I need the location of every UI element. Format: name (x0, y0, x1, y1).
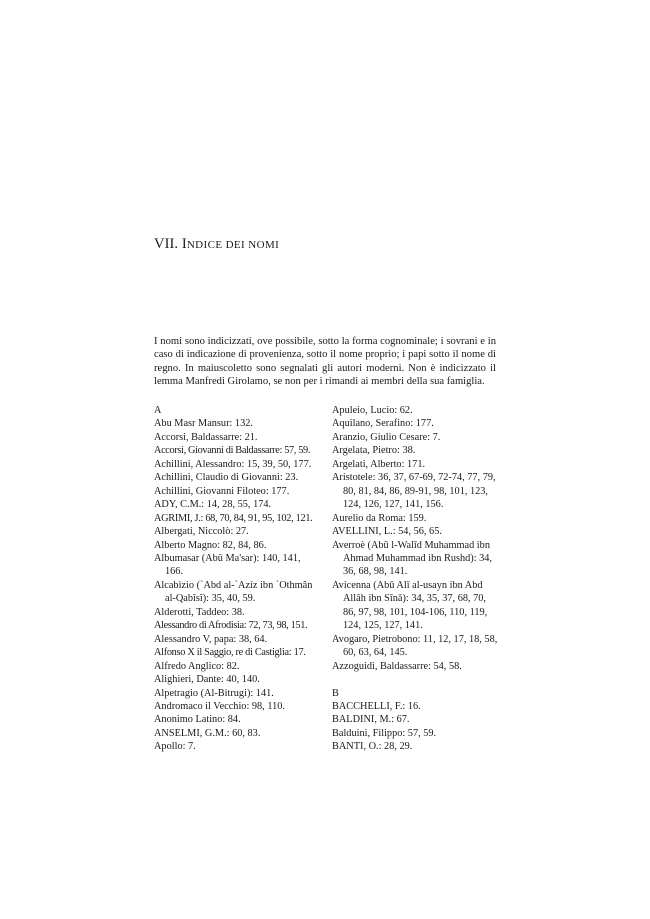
index-entry: Abu Masr Mansur: 132. (154, 418, 253, 430)
section-gap (332, 673, 500, 686)
index-entry: Achillini, Giovanni Filoteo: 177. (154, 485, 290, 497)
index-entry: Avicenna (Abū Alī al-usayn ibn Abd Allāh ibn Sīnā): 34, 35, 37, 68, 70, 86, 97, 98, 101, 104-106, 110, 119, 124, 125, 127, 141. (332, 579, 488, 632)
index-entry: Achillini, Claudio di Giovanni: 23. (154, 472, 299, 484)
index-entry: Achillini, Alessandro: 15, 39, 50, 177. (154, 458, 312, 470)
index-entry: BANTI, O.: 28, 29. (332, 741, 413, 753)
index-entry: Aquilano, Serafino: 177. (332, 418, 434, 430)
index-entry: Avogaro, Pietrobono: 11, 12, 17, 18, 58, 60, 63, 64, 145. (332, 633, 498, 659)
chapter-number: VII. (154, 236, 182, 252)
index-entry: Alcabizio (`Abd al-`Azíz ibn `Othmân al-Qabîsî): 35, 40, 59. (154, 579, 313, 605)
index-entry: Aurelio da Roma: 159. (332, 512, 427, 524)
index-column-left (154, 404, 318, 754)
index-entry: Alfredo Anglico: 82. (154, 660, 240, 672)
section-letter-b: B (332, 687, 339, 699)
index-entry: ANSELMI, G.M.: 60, 83. (154, 727, 261, 739)
intro-paragraph: I nomi sono indicizzati, ove possibile, sotto la forma cognominale; i sovrani e in caso di indicazione di provenienza, sotto il nome proprio; i papi sotto il nome di regno. In maiuscoletto sono segnalati gli autori moderni. Non è indicizzato il lemma Manfredi Girolamo, se non per i rimandi ai membri della sua famiglia. (154, 336, 496, 388)
index-entry: Accorsi, Giovanni di Baldassarre: 57, 59. (154, 445, 311, 457)
index-entry: Albumasar (Abû Ma'sar): 140, 141, 166. (154, 552, 301, 578)
index-entry: ADY, C.M.: 14, 28, 55, 174. (154, 499, 272, 511)
index-entry: Argelati, Alberto: 171. (332, 458, 426, 470)
index-entry: Argelata, Pietro: 38. (332, 445, 416, 457)
section-letter-a: A (154, 405, 162, 416)
index-entry: Aranzio, Giulio Cesare: 7. (332, 431, 441, 443)
index-entry: Averroè (Abū l-Walīd Muhammad ibn Ahmad Muhammad ibn Rushd): 34, 36, 68, 98, 141. (332, 539, 493, 578)
index-entry: Alderotti, Taddeo: 38. (154, 606, 245, 618)
index-entry: Alessandro V, papa: 38, 64. (154, 633, 268, 645)
index-entry: AGRIMI, J.: 68, 70, 84, 91, 95, 102, 121. (154, 512, 313, 524)
index-entry: Andromaco il Vecchio: 98, 110. (154, 700, 285, 712)
index-entry: Azzoguidi, Baldassarre: 54, 58. (332, 660, 462, 672)
index-entry: BACCHELLI, F.: 16. (332, 700, 421, 712)
chapter-title-rest: NDICE DEI NOMI (186, 239, 280, 251)
index-entry: Apollo: 7. (154, 741, 196, 753)
chapter-title (154, 236, 279, 253)
index-entry: Aristotele: 36, 37, 67-69, 72-74, 77, 79, 80, 81, 84, 86, 89-91, 98, 101, 123, 124, 126, 127, 141, 156. (332, 472, 496, 511)
index-entry: Balduini, Filippo: 57, 59. (332, 727, 437, 739)
index-entry: BALDINI, M.: 67. (332, 714, 410, 726)
chapter-title-initial: I (181, 236, 187, 252)
index-entry: Alpetragio (Al-Bitrugi): 141. (154, 687, 274, 699)
index-entry: Alfonso X il Saggio, re di Castiglia: 17. (154, 647, 306, 659)
index-entry: Apuleio, Lucio: 62. (332, 405, 413, 416)
index-column-right (332, 404, 500, 754)
index-entry: Alberto Magno: 82, 84, 86. (154, 539, 267, 551)
index-entry: Alessandro di Afrodisia: 72, 73, 98, 151. (154, 620, 308, 632)
index-entry: Albergati, Niccolò: 27. (154, 526, 249, 538)
index-entry: Anonimo Latino: 84. (154, 714, 241, 726)
index-entry: AVELLINI, L.: 54, 56, 65. (332, 526, 442, 538)
index-entry: Accorsi, Baldassarre: 21. (154, 431, 258, 443)
index-entry: Alighieri, Dante: 40, 140. (154, 674, 260, 686)
